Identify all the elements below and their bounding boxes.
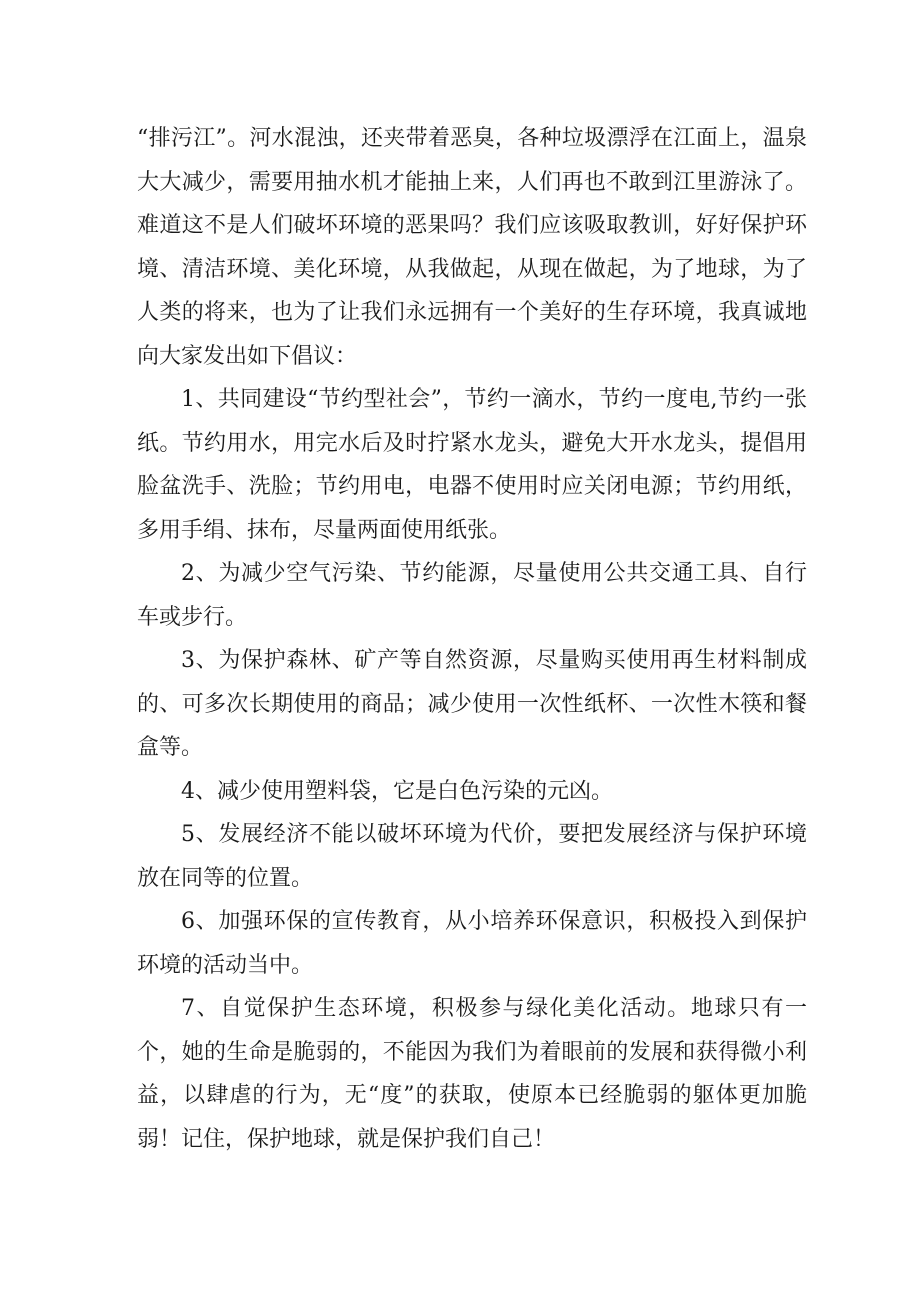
proposal-item-6: 6、加强环保的宣传教育，从小培养环保意识，积极投入到保护环境的活动当中。 [137,909,807,978]
document-body [137,117,807,1161]
proposal-item-7: 7、自觉保护生态环境，积极参与绿化美化活动。地球只有一个，她的生命是脆弱的，不能因为我们为着眼前的发展和获得微小利益，以肆虐的行为，无“度”的获取，使原本已经脆弱的躯体更加脆弱！记住，保护地球，就是保护我们自己！ [137,996,807,1152]
proposal-item-3: 3、为保护森林、矿产等自然资源，尽量购买使用再生材料制成的、可多次长期使用的商品；减少使用一次性纸杯、一次性木筷和餐盒等。 [137,648,807,760]
proposal-item-2: 2、为减少空气污染、节约能源，尽量使用公共交通工具、自行车或步行。 [137,561,807,630]
proposal-item-1: 1、共同建设“节约型社会”，节约一滴水，节约一度电,节约一张纸。节约用水，用完水后及时拧紧水龙头，避免大开水龙头，提倡用脸盆洗手、洗脸；节约用电，电器不使用时应关闭电源；节约用纸，多用手绢、抹布，尽量两面使用纸张。 [137,387,807,543]
paragraph-intro: “排污江”。河水混浊，还夹带着恶臭，各种垃圾漂浮在江面上，温泉大大减少，需要用抽水机才能抽上来，人们再也不敢到江里游泳了。难道这不是人们破坏环境的恶果吗？我们应该吸取教训，好好保护环境、清洁环境、美化环境，从我做起，从现在做起，为了地球，为了人类的将来，也为了让我们永远拥有一个美好的生存环境，我真诚地向大家发出如下倡议： [137,126,807,369]
proposal-item-5: 5、发展经济不能以破坏环境为代价，要把发展经济与保护环境放在同等的位置。 [137,822,807,891]
proposal-item-4: 4、减少使用塑料袋，它是白色污染的元凶。 [181,778,613,804]
